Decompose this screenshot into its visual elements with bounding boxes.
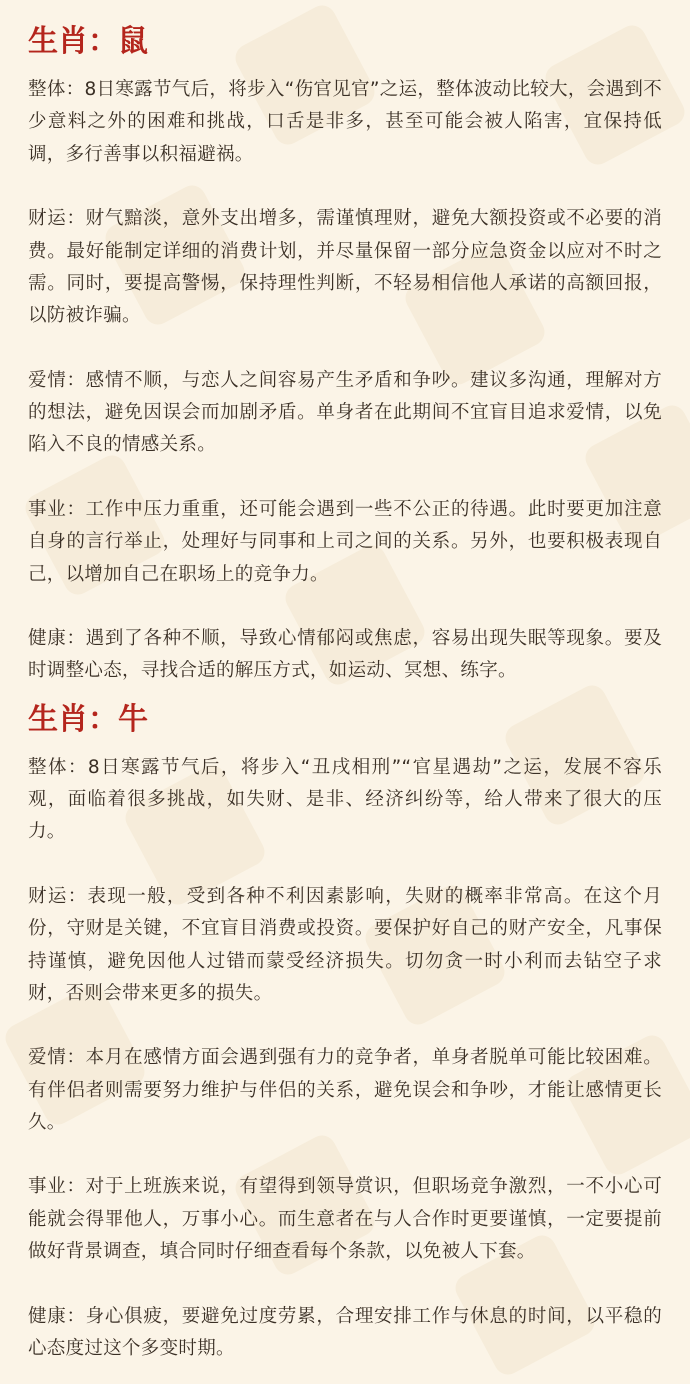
paragraph-career: 事业：工作中压力重重，还可能会遇到一些不公正的待遇。此时要更加注意自身的言行举止，处理好与同事和上司之间的关系。另外，也要积极表现自己，以增加自己在职场上的竞争力。 [28,498,662,585]
section-title: 生肖：鼠 [28,24,148,59]
paragraph-health: 健康：身心俱疲，要避免过度劳累，合理安排工作与休息的时间，以平稳的心态度过这个多变时期。 [28,1305,662,1359]
paragraph-overall: 整体：8日寒露节气后，将步入“丑戌相刑”“官星遇劫”之运，发展不容乐观，面临着很多挑战，如失财、是非、经济纠纷等，给人带来了很大的压力。 [28,756,662,843]
zodiac-section-rat [28,24,662,688]
zodiac-section-ox [28,702,662,1366]
paragraph-overall: 整体：8日寒露节气后，将步入“伤官见官”之运，整体波动比较大，会遇到不少意料之外的困难和挑战，口舌是非多，甚至可能会被人陷害，宜保持低调，多行善事以积福避祸。 [28,79,662,165]
paragraph-love: 爱情：感情不顺，与恋人之间容易产生矛盾和争吵。建议多沟通，理解对方的想法，避免因误会而加剧矛盾。单身者在此期间不宜盲目追求爱情，以免陷入不良的情感关系。 [28,369,662,456]
paragraph-wealth: 财运：财气黯淡，意外支出增多，需谨慎理财，避免大额投资或不必要的消费。最好能制定详细的消费计划，并尽量保留一部分应急资金以应对不时之需。同时，要提高警惕，保持理性判断，不轻易相信他人承诺的高额回报，以防被诈骗。 [28,208,662,327]
paragraph-career: 事业：对于上班族来说，有望得到领导赏识，但职场竞争激烈，一不小心可能就会得罪他人，万事小心。而生意者在与人合作时更要谨慎，一定要提前做好背景调查，填合同时仔细查看每个条款，以免被人下套。 [28,1176,662,1263]
section-title: 生肖：牛 [28,701,148,737]
paragraph-love: 爱情：本月在感情方面会遇到强有力的竞争者，单身者脱单可能比较困难。有伴侣者则需要努力维护与伴侣的关系，避免误会和争吵，才能让感情更长久。 [28,1047,662,1133]
paragraph-health: 健康：遇到了各种不顺，导致心情郁闷或焦虑，容易出现失眠等现象。要及时调整心态，寻找合适的解压方式，如运动、冥想、练字。 [28,627,662,682]
paragraph-wealth: 财运：表现一般，受到各种不利因素影响，失财的概率非常高。在这个月份，守财是关键，不宜盲目消费或投资。要保护好自己的财产安全，凡事保持谨慎，避免因他人过错而蒙受经济损失。切勿贪一时小利而去钻空子求财，否则会带来更多的损失。 [28,885,662,1004]
